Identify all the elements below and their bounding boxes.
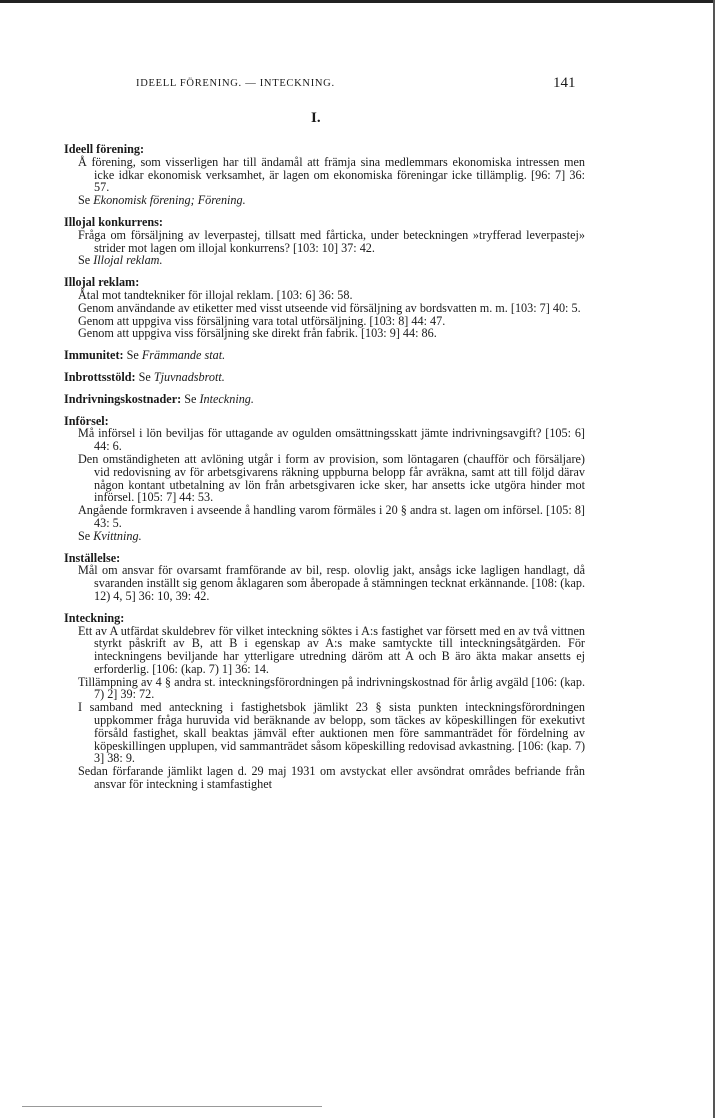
see-reference: Inteckning. xyxy=(199,391,254,406)
entry-paragraph: Åtal mot tandtekniker för illojal reklam. [103: 6] 36: 58. xyxy=(78,287,353,302)
see-reference: Illojal reklam. xyxy=(93,253,163,268)
entry-illojal-konkurrens xyxy=(64,216,585,267)
entry-paragraph: Genom användande av etiketter med visst utseende vid försäljning av bordsvatten m. m. [103: 7] 40: 5. xyxy=(78,300,581,315)
entry-paragraph: Må införsel i lön beviljas för uttagande av ogulden omsättningsskatt jämte indrivningsavgift? [105: 6] 44: 6. xyxy=(78,426,585,454)
see-prefix: Se xyxy=(78,193,91,208)
entry-paragraph: Angående formkraven i avseende å handling varom förmäles i 20 § andra st. lagen om införsel. [105: 8] 43: 5. xyxy=(78,503,585,530)
page-top-border xyxy=(0,0,714,3)
entry-head: Illojal konkurrens: xyxy=(64,214,163,229)
entry-ideell-forening xyxy=(64,143,585,207)
see-prefix: Se xyxy=(138,369,151,384)
entry-inteckning xyxy=(64,612,585,791)
entry-head: Illojal reklam: xyxy=(64,275,140,290)
see-also xyxy=(64,530,585,543)
see-also xyxy=(64,194,585,207)
entry-head: Immunitet: xyxy=(64,348,124,363)
entry-illojal-reklam xyxy=(64,276,585,340)
entry-paragraph: Fråga om försäljning av leverpastej, tillsatt med fårticka, under beteckningen »tryfferad leverpastej» strider mot lagen om illojal konkurrens? [103: 10] 37: 42. xyxy=(78,227,585,255)
entry-paragraph: Genom att uppgiva viss försäljning ske direkt från fabrik. [103: 9] 44: 86. xyxy=(78,326,437,341)
page-right-border xyxy=(713,0,715,1118)
entry-head: Inteckning: xyxy=(64,610,125,625)
see-also xyxy=(64,254,585,267)
entry-paragraph: Mål om ansvar för ovarsamt framförande av bil, resp. olovlig jakt, ansågs icke lagligen handlagt, då svaranden inställt sig genom åklagaren som åberopade å stämningen tecknat erkännande. [108: (kap. 12) 4, 5] 36: 10, 39: 42. xyxy=(78,563,585,603)
index-content xyxy=(64,143,585,800)
entry-installelse xyxy=(64,552,585,603)
see-prefix: Se xyxy=(78,253,91,268)
section-letter: I. xyxy=(311,110,321,126)
see-reference: Främmande stat. xyxy=(141,348,226,363)
running-head: IDEELL FÖRENING. — INTECKNING. xyxy=(136,78,335,89)
entry-head: Införsel: xyxy=(64,413,109,428)
see-reference: Kvittning. xyxy=(93,528,142,543)
entry-paragraph: I samband med anteckning i fastighetsbok jämlikt 23 § sista punkten inteckningsförordningen uppkommer fråga huruvida vid beräknande av belopp, som täckes av köpeskillingen för exekutivt försåld fastighet, skall beaktas jämväl efter auktionen men före sammanträdet för fördelning av köpeskillingen upplupen, vid sammanträdet såsom köpeskilling redovisad avkastning. [106: (kap. 7) 3] 38: 9. xyxy=(78,700,585,766)
bottom-rule xyxy=(22,1106,322,1107)
see-prefix: Se xyxy=(184,391,197,406)
entry-head: Ideell förening: xyxy=(64,142,145,156)
entry-paragraph: Den omständigheten att avlöning utgår i form av provision, som löntagaren (chaufför och försäljare) vid redovisning av för arbetsgivarens räkning uppburna belopp får avräkna, samt att till följd därav någon kontant utbetalning av lön från arbetsgivaren icke sker, har ansetts icke utgöra hinder mot införsel. [105: 7] 44: 53. xyxy=(78,451,585,505)
entry-paragraph: Genom att uppgiva viss försäljning vara total utförsäljning. [103: 8] 44: 47. xyxy=(78,313,446,328)
see-reference: Tjuvnadsbrott. xyxy=(153,369,225,384)
entry-head: Inbrottsstöld: xyxy=(64,369,136,384)
entry-paragraph: Å förening, som visserligen har till ändamål att främja sina medlemmars ekonomiska intressen men icke idkar ekonomisk verksamhet, är lagen om ekonomiska föreningar icke tillämplig. [96: 7] 36: 57. xyxy=(78,154,585,195)
entry-immunitet xyxy=(64,349,585,362)
entry-inforsel xyxy=(64,415,585,543)
page-number: 141 xyxy=(553,75,576,91)
entry-head: Indrivningskostnader: xyxy=(64,391,182,406)
entry-paragraph: Tillämpning av 4 § andra st. inteckningsförordningen på indrivningskostnad för årlig avgäld [106: (kap. 7) 2] 39: 72. xyxy=(78,674,585,702)
entry-inbrottsstold xyxy=(64,371,585,384)
entry-paragraph: Ett av A utfärdat skuldebrev för vilket inteckning söktes i A:s fastighet var försett med en av två vittnen styrkt påskrift av B, att B i egenskap av A:s make samtyckte till inteckningsåtgärden. För inteckningens beviljande har ytterligare utredning däröm att A och B äro äkta makar ansetts ej erforderlig. [106: (kap. 7) 1] 36: 14. xyxy=(78,623,585,676)
entry-head: Inställelse: xyxy=(64,550,121,565)
entry-indrivningskostnader xyxy=(64,393,585,406)
see-prefix: Se xyxy=(78,528,91,543)
entry-paragraph: Sedan förfarande jämlikt lagen d. 29 maj 1931 om avstyckat eller avsöndrat områdes befriande från ansvar för inteckning i stamfastighet xyxy=(78,764,585,792)
see-reference: Ekonomisk förening; Förening. xyxy=(93,193,246,208)
see-prefix: Se xyxy=(126,348,139,363)
